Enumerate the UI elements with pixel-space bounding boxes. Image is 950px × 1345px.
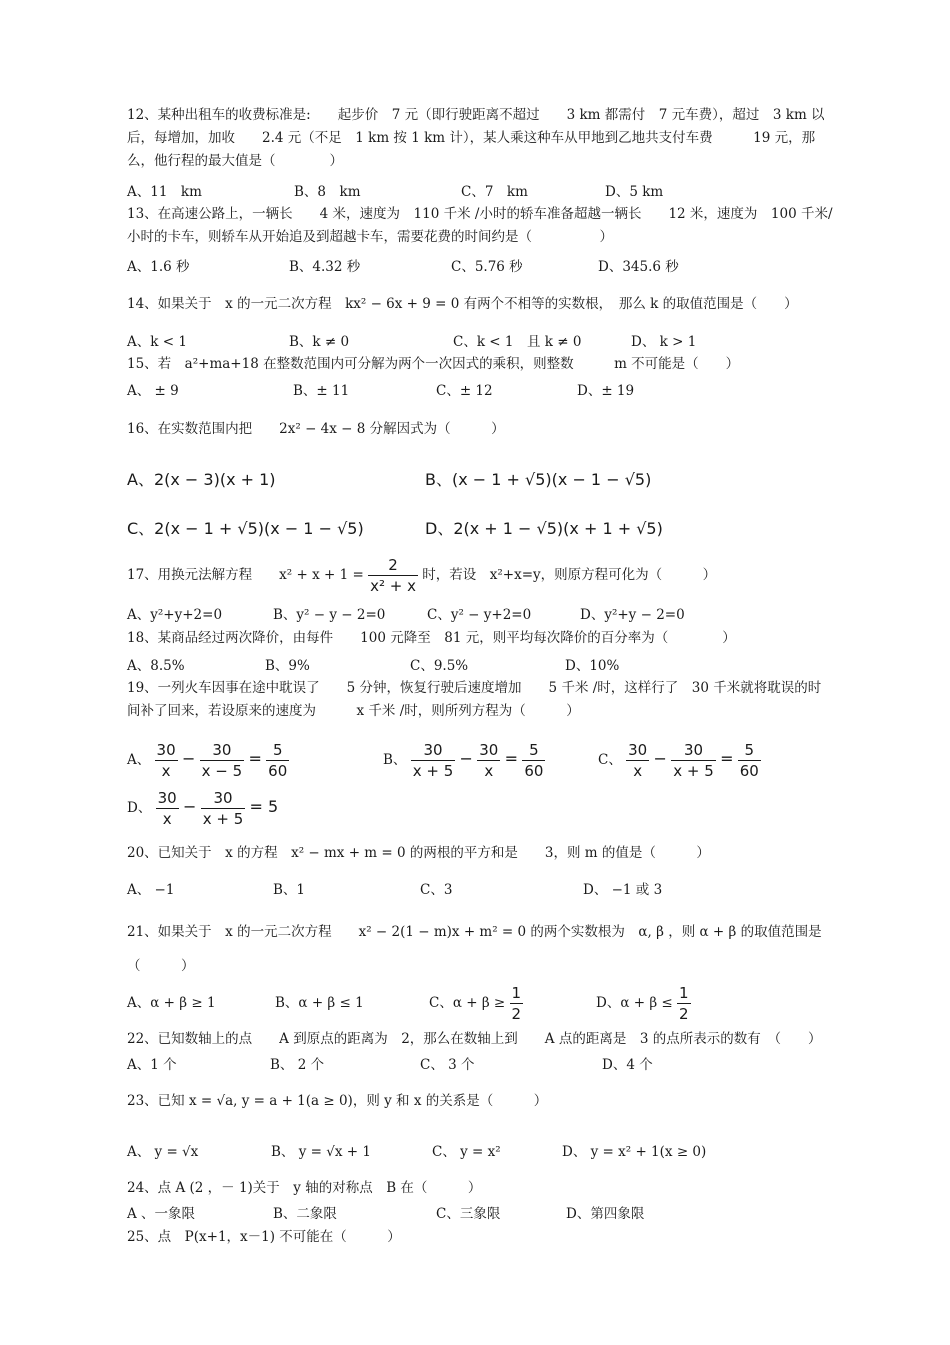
- option-c: C、y² − y+2=0: [427, 607, 532, 623]
- options-14: [127, 330, 833, 354]
- num: 30: [201, 788, 246, 809]
- option-c: C、k < 1 且 k ≠ 0: [453, 334, 582, 350]
- option-b: B、1: [273, 882, 306, 898]
- den: x + 5: [673, 762, 714, 780]
- option-b-label: B、: [383, 752, 407, 768]
- question-25: 25、点 P(x+1，x－1) 不可能在（ ）: [127, 1229, 401, 1245]
- q17-fraction: [368, 555, 418, 596]
- option-c: C、7 km: [461, 184, 528, 200]
- option-d-label: D、: [127, 800, 152, 816]
- den: x: [162, 810, 172, 828]
- option-a: A、 −1: [127, 882, 175, 898]
- frac-b2: [477, 740, 500, 781]
- question-19: 19、一列火车因事在途中耽误了 5 分钟，恢复行驶后速度增加 5 千米 /时，这样行了 30 千米就将耽误的时间补了回来，若设原来的速度为 x 千米 /时，则所列方程为（ ）: [127, 680, 822, 719]
- option-b: B、9%: [265, 658, 310, 674]
- option-d: D、4 个: [602, 1057, 653, 1073]
- half-fraction: [677, 983, 691, 1024]
- option-b: B、8 km: [294, 184, 361, 200]
- option-c: [429, 983, 523, 1024]
- den: x + 5: [202, 810, 244, 828]
- option-b: B、± 11: [293, 383, 350, 399]
- option-b: B、 2 个: [270, 1057, 325, 1073]
- frac-a3: [266, 740, 289, 781]
- option-d: D、 −1 或 3: [583, 882, 663, 898]
- options-20: [127, 878, 833, 902]
- options-19-row2: [127, 778, 833, 826]
- num: 30: [479, 741, 499, 759]
- question-22: 22、已知数轴上的点 A 到原点的距离为 2，那么在数轴上到 A 点的距离是 3 的点所表示的数有 （ ）: [127, 1031, 822, 1047]
- den: 60: [524, 762, 544, 780]
- options-18: [127, 654, 833, 678]
- den: x: [484, 762, 494, 780]
- frac-d2: [201, 788, 246, 829]
- question-18: 18、某商品经过两次降价，由每件 100 元降至 81 元，则平均每次降价的百分率为（ ）: [127, 630, 736, 646]
- num: 30: [671, 740, 716, 761]
- option-a: A、y²+y+2=0: [127, 607, 223, 623]
- frac-b1: [411, 740, 456, 781]
- num: 1: [511, 984, 522, 1002]
- options-23: [127, 1140, 833, 1164]
- option-c: C、 3 个: [420, 1057, 475, 1073]
- option-d: D、 $\frac{30}{x}$ − $\frac{30}{x + 5}$ = 5: [127, 789, 279, 828]
- den: x: [161, 762, 171, 780]
- frac-b3: [522, 740, 545, 781]
- num: 30: [628, 741, 648, 759]
- question-21: 21、如果关于 x 的一元二次方程 x² − 2(1 − m)x + m² = 0 的两个实数根为 α, β ，则 α + β 的取值范围是（ ）: [127, 924, 822, 974]
- q17-text-pre: 17、用换元法解方程 x² + x + 1 =: [127, 567, 364, 583]
- num: 30: [411, 740, 456, 761]
- option-b: B、(x − 1 + √5)(x − 1 − √5): [425, 470, 652, 489]
- option-b: B、 $\frac{30}{x + 5}$ − $\frac{30}{x}$ = $\frac{5}{60}$: [383, 741, 544, 780]
- q17-frac-num: 2: [368, 555, 418, 576]
- option-a-label: A、: [127, 752, 151, 768]
- option-d: D、2(x + 1 − √5)(x + 1 + √5): [425, 519, 663, 538]
- option-d: D、 y = x² + 1(x ≥ 0): [562, 1144, 707, 1160]
- num: 30: [157, 789, 177, 807]
- option-c: C、3: [420, 882, 453, 898]
- num: 5: [738, 740, 761, 761]
- option-d: D、5 km: [605, 184, 664, 200]
- options-24: [127, 1202, 833, 1226]
- option-a: A、1.6 秒: [127, 259, 190, 275]
- options-21: [127, 983, 833, 1023]
- num: 5: [522, 740, 545, 761]
- option-a: A、 ± 9: [127, 383, 179, 399]
- option-b: B、 y = √x + 1: [271, 1144, 371, 1160]
- question-16: 16、在实数范围内把 2x² − 4x − 8 分解因式为（ ）: [127, 421, 505, 437]
- question-17: [127, 555, 833, 596]
- half-fraction: [510, 983, 524, 1024]
- frac-c1: [626, 740, 649, 781]
- option-a: A、 y = √x: [127, 1144, 199, 1160]
- option-d: D、 k > 1: [631, 334, 697, 350]
- options-15: [127, 379, 833, 403]
- option-c-text: C、α + β ≥: [429, 995, 506, 1011]
- options-13: [127, 255, 833, 279]
- option-b: B、4.32 秒: [289, 259, 361, 275]
- den: 60: [739, 762, 759, 780]
- options-17: [127, 603, 833, 627]
- question-20: 20、已知关于 x 的方程 x² − mx + m = 0 的两根的平方和是 3，则 m 的值是（ ）: [127, 845, 710, 861]
- options-16-row1: [127, 467, 833, 491]
- num: 30: [156, 741, 176, 759]
- option-b: B、y² − y − 2=0: [273, 607, 386, 623]
- q17-text-post: 时，若设 x²+x=y，则原方程可化为（ ）: [422, 567, 717, 583]
- frac-c2: [671, 740, 716, 781]
- option-a: A、8.5%: [127, 658, 185, 674]
- option-c: C、 $\frac{30}{x}$ − $\frac{30}{x + 5}$ = $\frac{5}{60}$: [598, 741, 759, 780]
- q17-frac-den: x² + x: [370, 577, 416, 595]
- option-a: A、11 km: [127, 184, 202, 200]
- question-23: 23、已知 x = √a, y = a + 1(a ≥ 0)，则 y 和 x 的关系是（ ）: [127, 1093, 548, 1109]
- options-22: [127, 1053, 833, 1077]
- frac-a1: [155, 740, 178, 781]
- option-d: D、第四象限: [566, 1206, 645, 1222]
- question-15: 15、若 a²+ma+18 在整数范围内可分解为两个一次因式的乘积，则整数 m 不可能是（ ）: [127, 356, 740, 372]
- num: 1: [679, 984, 689, 1002]
- options-19-row1: [127, 728, 833, 780]
- option-c: C、9.5%: [410, 658, 469, 674]
- option-c: C、三象限: [436, 1206, 501, 1222]
- option-a: A、1 个: [127, 1057, 177, 1073]
- option-a: A、 $\frac{30}{x}$ − $\frac{30}{x - 5}$ = $\frac{5}{60}$: [127, 741, 288, 780]
- option-b: B、k ≠ 0: [289, 334, 350, 350]
- den: 2: [679, 1005, 689, 1023]
- options-12: [127, 180, 833, 204]
- frac-c3: [738, 740, 761, 781]
- option-d: D、345.6 秒: [598, 259, 679, 275]
- den: 2: [511, 1005, 522, 1023]
- option-a: A、k < 1: [127, 334, 187, 350]
- num: 30: [200, 740, 245, 761]
- den: x − 5: [201, 762, 243, 780]
- option-d-text: D、α + β ≤: [596, 995, 673, 1011]
- option-a: A、2(x − 3)(x + 1): [127, 470, 276, 489]
- option-d: [596, 983, 691, 1024]
- option-a: A 、一象限: [127, 1206, 196, 1222]
- options-16-row2: [127, 516, 833, 540]
- option-b: B、α + β ≤ 1: [275, 995, 364, 1011]
- question-12: 12、某种出租车的收费标准是: 起步价 7 元（即行驶距离不超过 3 km 都需付 7 元车费），超过 3 km 以后，每增加，加收 2.4 元（不足 1 km 按 1 km 计），某人乘这种车从甲地到乙地共支付车费 19 元，那么，他行程的最大值是（ ）: [127, 107, 825, 169]
- option-d: D、y²+y − 2=0: [580, 607, 685, 623]
- option-c: C、 y = x²: [432, 1144, 501, 1160]
- option-c: C、2(x − 1 + √5)(x − 1 − √5): [127, 519, 364, 538]
- den: 60: [268, 762, 288, 780]
- option-d: D、10%: [565, 658, 620, 674]
- option-c: C、± 12: [436, 383, 493, 399]
- den: x + 5: [412, 762, 454, 780]
- question-13: 13、在高速公路上，一辆长 4 米，速度为 110 千米 /小时的轿车准备超越一辆长 12 米，速度为 100 千米/ 小时的卡车，则轿车从开始追及到超越卡车，需要花费的时间约是（ ）: [127, 206, 833, 245]
- den: x: [633, 762, 643, 780]
- option-d-rhs: = 5: [249, 797, 279, 816]
- frac-d1: [156, 788, 179, 829]
- option-d: D、± 19: [577, 383, 635, 399]
- option-c-label: C、: [598, 752, 622, 768]
- num: 5: [266, 740, 289, 761]
- option-c: C、5.76 秒: [451, 259, 523, 275]
- question-14: 14、如果关于 x 的一元二次方程 kx² − 6x + 9 = 0 有两个不相等的实数根， 那么 k 的取值范围是（ ）: [127, 296, 798, 312]
- frac-a2: [200, 740, 245, 781]
- question-24: 24、点 A (2 ，－ 1)关于 y 轴的对称点 B 在（ ）: [127, 1180, 482, 1196]
- option-b: B、二象限: [273, 1206, 337, 1222]
- option-a: A、α + β ≥ 1: [127, 995, 216, 1011]
